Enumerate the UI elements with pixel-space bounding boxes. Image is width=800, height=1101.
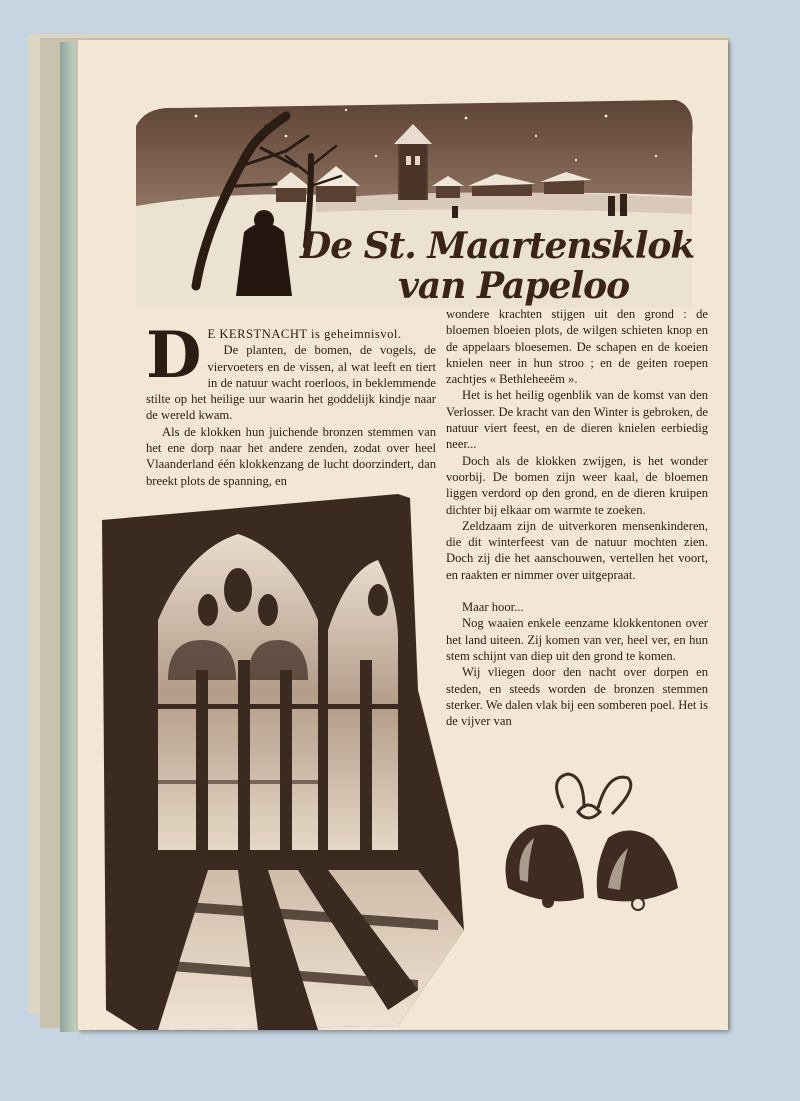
title-line-1: De St. Maartensklok <box>300 225 695 267</box>
bells-icon <box>488 768 700 918</box>
title-line-2: van Papeloo <box>398 265 630 307</box>
gothic-window-photo <box>98 490 464 1030</box>
text-column-2 <box>446 306 708 729</box>
paragraph: Als de klokken hun juichende bronzen stemmen van het ene dorp naar het andere zenden, zodat over heel Vlaanderland één klokkenzang de lucht doorzindert, dan breekt plots de spanning, en <box>146 424 436 488</box>
paragraph: Zeldzaam zijn de uitverkoren mensenkinderen, die dit winterfeest van de natuur mochten zien. Doch zij die het aanschouwen, vertellen het voort, en raakten er nimmer over uitgepraat. <box>446 518 708 582</box>
paragraph: Het is het heilig ogenblik van de komst van den Verlosser. De kracht van den Winter is gebroken, de natuur viert feest, en de dieren knielen eerbiedig neer... <box>446 388 708 452</box>
church-tower-icon <box>400 144 426 200</box>
paragraph: wondere krachten stijgen uit den grond : de bloemen bloeien plots, de wilgen schieten knop en de appelaars bloesemen. De schapen en de koeien knielen neer in hun stroo ; en de geiten roepen zachtjes « Bethleheeëm ». <box>446 307 708 387</box>
drop-cap: D <box>146 318 202 393</box>
paragraph: Maar hoor... <box>462 600 524 615</box>
lead-sentence: E KERSTNACHT is geheimnisvol. <box>207 327 402 341</box>
paragraph: Nog waaien enkele eenzame klokkentonen over het land uiteen. Zij komen van ver, heel ver, en hun stem schijnt van diep uit den grond te komen. <box>446 616 708 663</box>
text-column-1 <box>146 318 436 489</box>
article-title <box>300 226 700 306</box>
paragraph: Wij vliegen door den nacht over dorpen en steden, en steeds worden de bronzen stemmen sterker. We dalen vlak bij een somberen poel. Het is de vijver van <box>446 665 708 729</box>
paragraph: Doch als de klokken zwijgen, is het wonder voorbij. De bomen zijn weer kaal, de bloemen liggen verdord op den grond, en de dieren kruipen dichter bij elkaar om warmte te zoeken. <box>446 453 708 517</box>
paragraph: De planten, de bomen, de vogels, de viervoeters en de vissen, al wat leeft en tiert in de natuur wacht roerloos, in beklemmende stilte op het heilige uur waarin het goddelijk kindje naar de wereld kwam. <box>146 343 436 423</box>
gothic-window-icon <box>158 534 398 860</box>
